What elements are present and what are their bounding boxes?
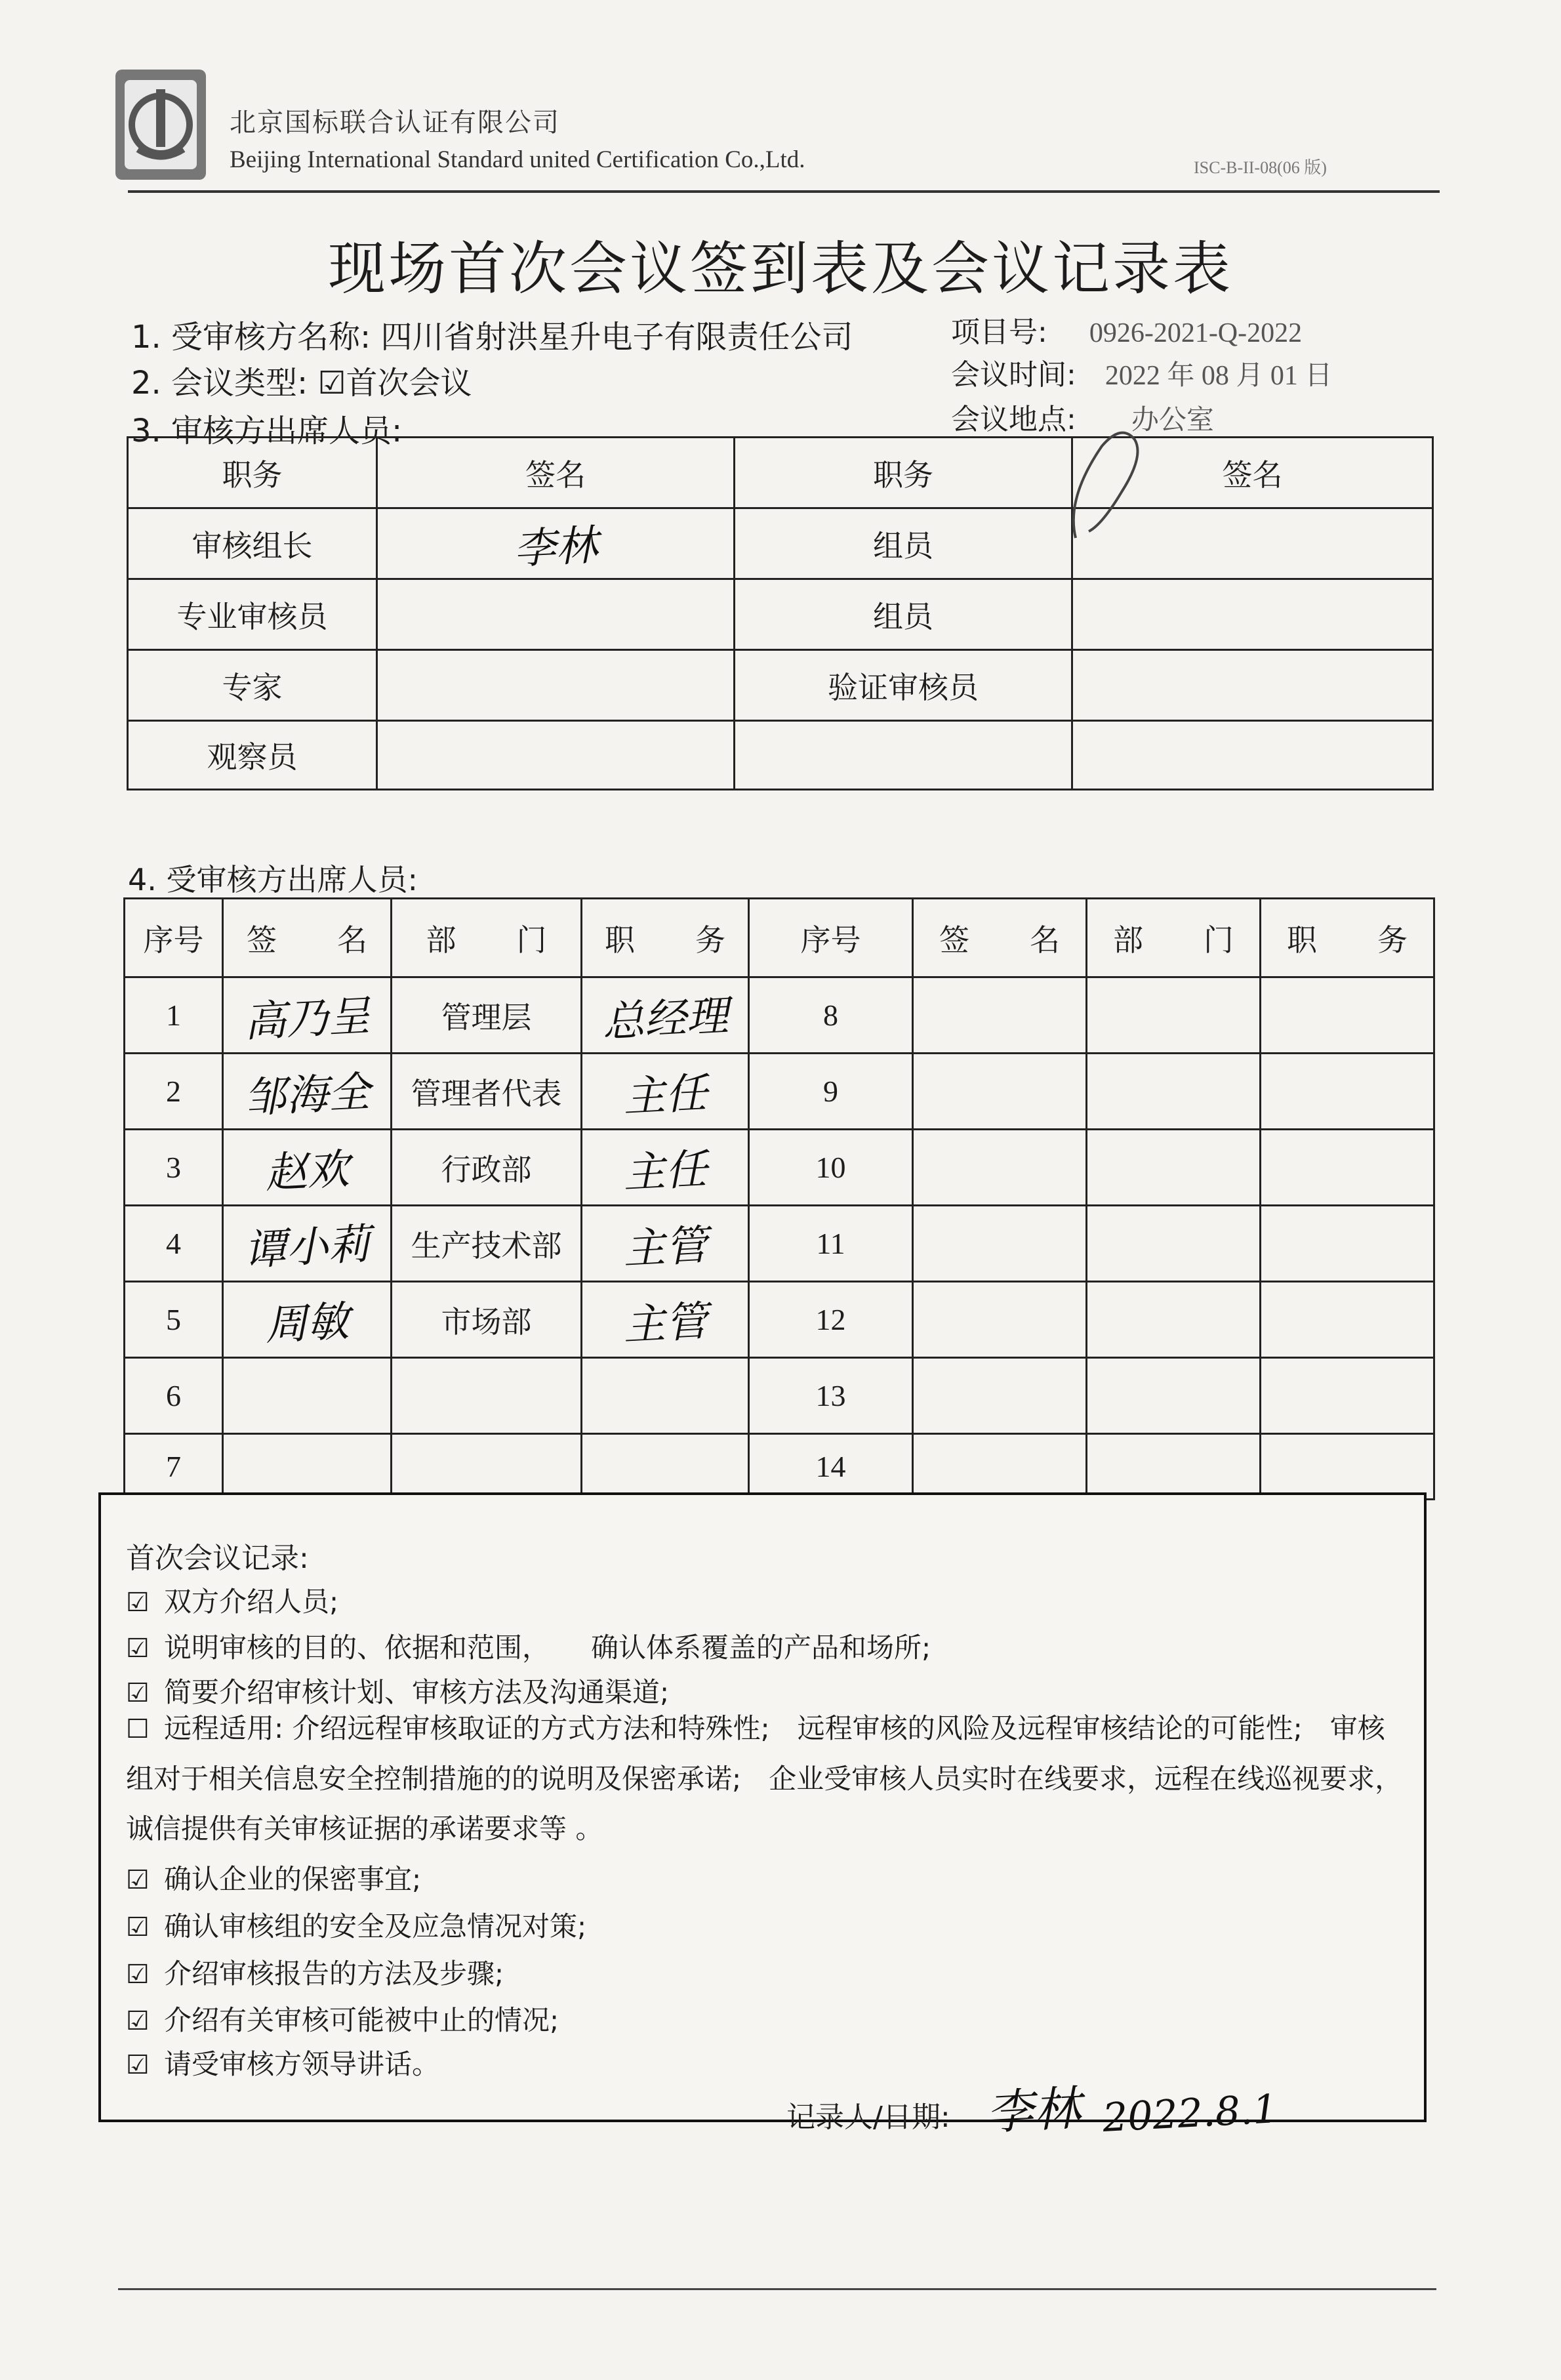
dept-cell: 管理者代表 bbox=[392, 1054, 582, 1130]
notes-item-text: 确认审核组的安全及应急情况对策; bbox=[164, 1910, 587, 1942]
header-cell: 签名 bbox=[1072, 438, 1433, 508]
notes-item bbox=[126, 1999, 559, 2038]
notes-item bbox=[126, 1626, 931, 1666]
dept-cell bbox=[392, 1434, 582, 1500]
header-cell: 职务 bbox=[735, 438, 1072, 508]
notes-item-text: 确认企业的保密事宜; bbox=[164, 1863, 422, 1895]
auditee-header-row bbox=[125, 899, 1434, 977]
meeting-time-label: 会议时间: bbox=[951, 358, 1076, 392]
table-row bbox=[128, 650, 1433, 721]
auditee-field bbox=[131, 312, 853, 357]
notes-item-text: 简要介绍审核计划、审核方法及沟通渠道; bbox=[164, 1676, 670, 1708]
empty-cell bbox=[1261, 1282, 1434, 1358]
handwritten-signature: 李林 bbox=[512, 521, 599, 574]
table-row bbox=[125, 977, 1434, 1054]
meeting-time-value: 2022 年 08 月 01 日 bbox=[1105, 361, 1333, 391]
notes-item-text: 介绍有关审核可能被中止的情况; bbox=[164, 2004, 559, 2036]
empty-cell bbox=[1261, 1130, 1434, 1206]
recorder-signature: 李林 bbox=[984, 2080, 1082, 2141]
handwritten-signature: 周敏 bbox=[264, 1297, 351, 1350]
empty-cell bbox=[913, 1130, 1087, 1206]
empty-cell bbox=[913, 1206, 1087, 1282]
table-row bbox=[125, 1358, 1434, 1434]
seq-cell: 1 bbox=[125, 977, 223, 1054]
role-cell: 验证审核员 bbox=[735, 650, 1072, 721]
signature-cell bbox=[223, 977, 392, 1054]
header-cell: 职 务 bbox=[1261, 899, 1434, 977]
empty-cell bbox=[913, 1054, 1087, 1130]
notes-item bbox=[126, 1952, 504, 1992]
role-cell: 组员 bbox=[735, 508, 1072, 579]
dept-cell: 市场部 bbox=[392, 1282, 582, 1358]
empty-cell bbox=[913, 1358, 1087, 1434]
role-cell bbox=[735, 721, 1072, 790]
role-cell: 专业审核员 bbox=[128, 579, 377, 650]
empty-cell bbox=[1261, 1358, 1434, 1434]
header-cell: 签 名 bbox=[223, 899, 392, 977]
project-no-value: 0926-2021-Q-2022 bbox=[1089, 318, 1303, 348]
company-logo bbox=[112, 66, 210, 184]
header-cell: 部 门 bbox=[1087, 899, 1261, 977]
recorder-line bbox=[786, 2072, 1278, 2141]
header-cell: 签名 bbox=[377, 438, 735, 508]
signature-cell bbox=[377, 579, 735, 650]
seq-cell: 8 bbox=[749, 977, 913, 1054]
seq-cell: 13 bbox=[749, 1358, 913, 1434]
title-cell bbox=[582, 1358, 749, 1434]
empty-cell bbox=[1087, 1130, 1261, 1206]
table-row bbox=[125, 1054, 1434, 1130]
signature-cell bbox=[223, 1358, 392, 1434]
title-cell bbox=[582, 1206, 749, 1282]
empty-cell bbox=[913, 1282, 1087, 1358]
role-cell: 专家 bbox=[128, 650, 377, 721]
handwritten-signature: 高乃呈 bbox=[243, 991, 372, 1047]
meeting-type-value: ☑首次会议 bbox=[317, 365, 472, 401]
table-row bbox=[125, 1434, 1434, 1500]
empty-cell bbox=[1261, 1054, 1434, 1130]
signature-cell bbox=[223, 1130, 392, 1206]
auditor-table bbox=[127, 436, 1434, 790]
meeting-place-value: 办公室 bbox=[1131, 403, 1214, 436]
auditor-header-row bbox=[128, 438, 1433, 508]
meeting-type-label: 2. 会议类型: bbox=[131, 365, 308, 401]
form-code: ISC-B-II-08(06 版) bbox=[1194, 158, 1327, 177]
seq-cell: 12 bbox=[749, 1282, 913, 1358]
notes-remote-text: 远程适用: 介绍远程审核取证的方式方法和特殊性; 远程审核的风险及远程审核结论的可能性; 审核组对于相关信息安全控制措施的的说明及保密承诺; 企业受审核人员实时在线要求，远程在线巡视要求，诚信提供有关审核证据的承诺要求等 。 bbox=[126, 1712, 1403, 1845]
notes-item-text: 请受审核方领导讲话。 bbox=[164, 2048, 440, 2080]
signature-cell bbox=[377, 721, 735, 790]
table-row bbox=[128, 721, 1433, 790]
role-cell: 观察员 bbox=[128, 721, 377, 790]
seq-cell: 4 bbox=[125, 1206, 223, 1282]
empty-cell bbox=[913, 977, 1087, 1054]
table-row bbox=[125, 1206, 1434, 1282]
signature-cell bbox=[1072, 579, 1433, 650]
notes-item bbox=[126, 2043, 439, 2082]
checkbox-icon[interactable]: ☑ bbox=[126, 1865, 150, 1895]
meeting-type-field bbox=[131, 358, 472, 403]
handwritten-signature: 谭小莉 bbox=[243, 1220, 372, 1275]
dept-cell bbox=[392, 1358, 582, 1434]
notes-item bbox=[126, 1580, 338, 1620]
checkbox-icon[interactable]: ☑ bbox=[126, 1912, 150, 1942]
header-cell: 部 门 bbox=[392, 899, 582, 977]
seq-cell: 10 bbox=[749, 1130, 913, 1206]
title-cell bbox=[582, 977, 749, 1054]
footer-divider bbox=[118, 2288, 1436, 2290]
empty-cell bbox=[1087, 1282, 1261, 1358]
handwritten-title: 主管 bbox=[622, 1221, 709, 1274]
seq-cell: 11 bbox=[749, 1206, 913, 1282]
handwritten-signature: 邹海全 bbox=[243, 1067, 372, 1123]
auditee-table bbox=[123, 897, 1435, 1500]
notes-title: 首次会议记录: bbox=[126, 1542, 309, 1575]
seq-cell: 9 bbox=[749, 1054, 913, 1130]
empty-cell bbox=[1087, 1358, 1261, 1434]
empty-cell bbox=[1087, 1054, 1261, 1130]
table-row bbox=[125, 1130, 1434, 1206]
header-cell: 签 名 bbox=[913, 899, 1087, 977]
signature-cell bbox=[1072, 650, 1433, 721]
auditee-value: 四川省射洪星升电子有限责任公司 bbox=[380, 319, 853, 356]
signature-cell bbox=[377, 650, 735, 721]
title-cell bbox=[582, 1130, 749, 1206]
header-divider bbox=[128, 190, 1440, 193]
notes-item bbox=[126, 1905, 586, 1944]
table-row bbox=[128, 579, 1433, 650]
meeting-notes-box bbox=[98, 1492, 1427, 2141]
meeting-time-field bbox=[951, 351, 1332, 393]
table-row bbox=[128, 508, 1433, 579]
seq-cell: 5 bbox=[125, 1282, 223, 1358]
signature-cell bbox=[223, 1434, 392, 1500]
notes-item bbox=[126, 1858, 421, 1897]
notes-item-text: 介绍审核报告的方法及步骤; bbox=[164, 1958, 504, 1990]
recorder-date: 2022.8.1 bbox=[1101, 2086, 1279, 2141]
notes-item-text: 双方介绍人员; bbox=[164, 1586, 339, 1618]
signature-cell bbox=[377, 508, 735, 579]
seq-cell: 7 bbox=[125, 1434, 223, 1500]
title-cell bbox=[582, 1054, 749, 1130]
paperclip-mark bbox=[1063, 420, 1154, 551]
company-name-cn: 北京国标联合认证有限公司 bbox=[230, 108, 560, 138]
seq-cell: 3 bbox=[125, 1130, 223, 1206]
header-cell: 序号 bbox=[749, 899, 913, 977]
empty-cell bbox=[1087, 977, 1261, 1054]
title-cell bbox=[582, 1434, 749, 1500]
role-cell: 组员 bbox=[735, 579, 1072, 650]
checkbox-icon[interactable]: ☑ bbox=[126, 1588, 150, 1618]
handwritten-signature: 赵欢 bbox=[264, 1145, 351, 1198]
project-no-field bbox=[951, 308, 1302, 350]
checkbox-icon[interactable]: ☑ bbox=[126, 2006, 150, 2036]
checkbox-icon[interactable]: ☑ bbox=[126, 1633, 150, 1664]
signature-cell bbox=[223, 1054, 392, 1130]
seq-cell: 6 bbox=[125, 1358, 223, 1434]
header-cell: 职 务 bbox=[582, 899, 749, 977]
notes-item-text: 说明审核的目的、依据和范围， 确认体系覆盖的产品和场所; bbox=[164, 1631, 931, 1664]
signature-cell bbox=[1072, 721, 1433, 790]
dept-cell: 生产技术部 bbox=[392, 1206, 582, 1282]
auditor-attendees-label: 3. 审核方出席人员: bbox=[131, 413, 403, 449]
checkbox-icon[interactable]: ☑ bbox=[126, 1678, 150, 1708]
handwritten-title: 主管 bbox=[622, 1297, 709, 1350]
handwritten-title: 主任 bbox=[622, 1069, 709, 1122]
header-cell: 职务 bbox=[128, 438, 377, 508]
project-no-label: 项目号: bbox=[951, 316, 1047, 349]
checkbox-icon[interactable]: ☑ bbox=[126, 1959, 150, 1990]
checkbox-icon[interactable]: ☑ bbox=[126, 2050, 150, 2080]
notes-remote-item bbox=[126, 1704, 1405, 1854]
dept-cell: 管理层 bbox=[392, 977, 582, 1054]
recorder-label: 记录人/日期: bbox=[786, 2101, 950, 2134]
company-name-en: Beijing International Standard united Certification Co.,Ltd. bbox=[230, 146, 805, 173]
meeting-place-label: 会议地点: bbox=[951, 403, 1076, 436]
header-cell: 序号 bbox=[125, 899, 223, 977]
auditee-label: 1. 受审核方名称: bbox=[131, 319, 371, 356]
signature-cell bbox=[223, 1206, 392, 1282]
seq-cell: 2 bbox=[125, 1054, 223, 1130]
seq-cell: 14 bbox=[749, 1434, 913, 1500]
empty-cell bbox=[1087, 1206, 1261, 1282]
role-cell: 审核组长 bbox=[128, 508, 377, 579]
title-cell bbox=[582, 1282, 749, 1358]
auditee-attendees-label: 4. 受审核方出席人员: bbox=[128, 862, 418, 897]
document-title: 现场首次会议签到表及会议记录表 bbox=[327, 235, 1233, 302]
empty-cell bbox=[913, 1434, 1087, 1500]
empty-cell bbox=[1261, 1434, 1434, 1500]
empty-cell bbox=[1261, 1206, 1434, 1282]
table-row bbox=[125, 1282, 1434, 1358]
checkbox-icon[interactable]: ☐ bbox=[126, 1714, 150, 1744]
signature-cell bbox=[223, 1282, 392, 1358]
dept-cell: 行政部 bbox=[392, 1130, 582, 1206]
empty-cell bbox=[1087, 1434, 1261, 1500]
handwritten-title: 总经理 bbox=[601, 991, 730, 1047]
empty-cell bbox=[1261, 977, 1434, 1054]
handwritten-title: 主任 bbox=[622, 1145, 709, 1198]
